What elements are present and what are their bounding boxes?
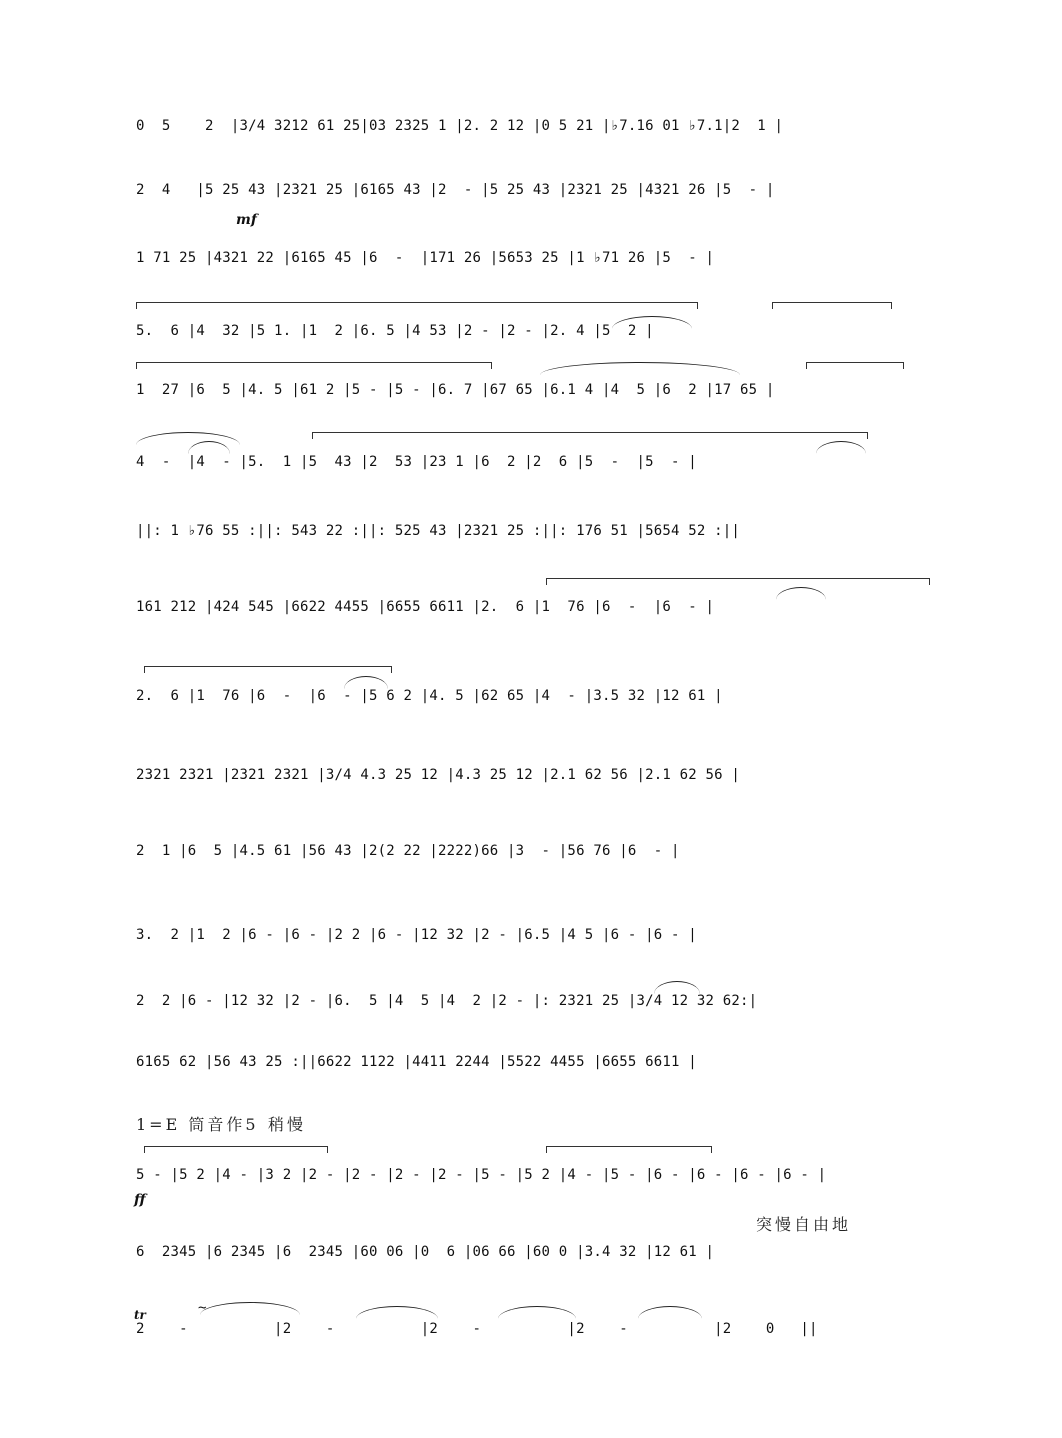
phrase-bracket [546, 1146, 712, 1153]
tie-slur [654, 981, 700, 994]
score-line-9: 2. 6 |1 76 |6 - |6 - |5 6 2 |4. 5 |62 65 |4 - |3.5 32 |12 61 | [136, 688, 723, 704]
score-line-17: 2 - |2 - |2 - |2 - |2 0 || [136, 1321, 818, 1337]
tie-slur [344, 676, 388, 689]
score-line-10: 2321 2321 |2321 2321 |3/4 4.3 25 12 |4.3 25 12 |2.1 62 56 |2.1 62 56 | [136, 767, 741, 783]
tie-slur [540, 362, 740, 375]
phrase-bracket [136, 362, 492, 369]
phrase-bracket [144, 1146, 328, 1153]
score-line-2: 2 4 |5 25 43 |2321 25 |6165 43 |2 - |5 25 43 |2321 25 |4321 26 |5 - | [136, 182, 775, 198]
key-signature-label: 1=E 筒音作5 [136, 1115, 259, 1134]
score-line-3: 1 71 25 |4321 22 |6165 45 |6 - |171 26 |5653 25 |1 ♭71 26 |5 - | [136, 250, 715, 266]
tempo-marking-label: 稍慢 [268, 1115, 307, 1134]
score-line-7: ||: 1 ♭76 55 :||: 543 22 :||: 525 43 |2321 25 :||: 176 51 |5654 52 :|| [136, 523, 741, 539]
score-line-14: 6165 62 |56 43 25 :||6622 1122 |4411 2244 |5522 4455 |6655 6611 | [136, 1054, 697, 1070]
tie-slur [776, 587, 826, 600]
tie-slur [816, 441, 866, 454]
score-line-5: 1 27 |6 5 |4. 5 |61 2 |5 - |5 - |6. 7 |67 65 |6.1 4 |4 5 |6 2 |17 65 | [136, 382, 775, 398]
phrase-bracket [546, 578, 930, 585]
free-tempo-label: 突慢自由地 [756, 1215, 852, 1234]
score-line-6: 4 - |4 - |5. 1 |5 43 |2 53 |23 1 |6 2 |2 6 |5 - |5 - | [136, 454, 697, 470]
score-line-12: 3. 2 |1 2 |6 - |6 - |2 2 |6 - |12 32 |2 - |6.5 |4 5 |6 - |6 - | [136, 927, 697, 943]
phrase-bracket [144, 666, 392, 673]
tie-slur [356, 1306, 438, 1319]
tie-slur [638, 1306, 702, 1319]
phrase-bracket [312, 432, 868, 439]
score-line-13: 2 2 |6 - |12 32 |2 - |6. 5 |4 5 |4 2 |2 - |: 2321 25 |3/4 12 32 62:| [136, 993, 758, 1009]
score-line-4: 5. 6 |4 32 |5 1. |1 2 |6. 5 |4 53 |2 - |2 - |2. 4 |5 2 | [136, 323, 654, 339]
phrase-bracket [136, 302, 698, 309]
mordent-icon: ~ [198, 1300, 207, 1316]
trill-mark: tr [134, 1308, 146, 1322]
dynamic-ff: ff [134, 1192, 146, 1208]
tie-slur [200, 1302, 300, 1315]
dynamic-mf: mf [236, 212, 257, 228]
score-line-8: 161 212 |424 545 |6622 4455 |6655 6611 |2. 6 |1 76 |6 - |6 - | [136, 599, 715, 615]
phrase-bracket [772, 302, 892, 309]
tie-slur [498, 1306, 576, 1319]
tie-slur [136, 432, 240, 445]
score-line-1: 0 5 2 |3/4 3212 61 25|03 2325 1 |2. 2 12 |0 5 21 |♭7.16 01 ♭7.1|2 1 | [136, 118, 784, 134]
phrase-bracket [806, 362, 904, 369]
score-line-16: 6 2345 |6 2345 |6 2345 |60 06 |0 6 |06 66 |60 0 |3.4 32 |12 61 | [136, 1244, 715, 1260]
score-line-11: 2 1 |6 5 |4.5 61 |56 43 |2(2 22 |2222)66 |3 - |56 76 |6 - | [136, 843, 680, 859]
score-line-15: 5 - |5 2 |4 - |3 2 |2 - |2 - |2 - |2 - |5 - |5 2 |4 - |5 - |6 - |6 - |6 - |6 - | [136, 1167, 827, 1183]
